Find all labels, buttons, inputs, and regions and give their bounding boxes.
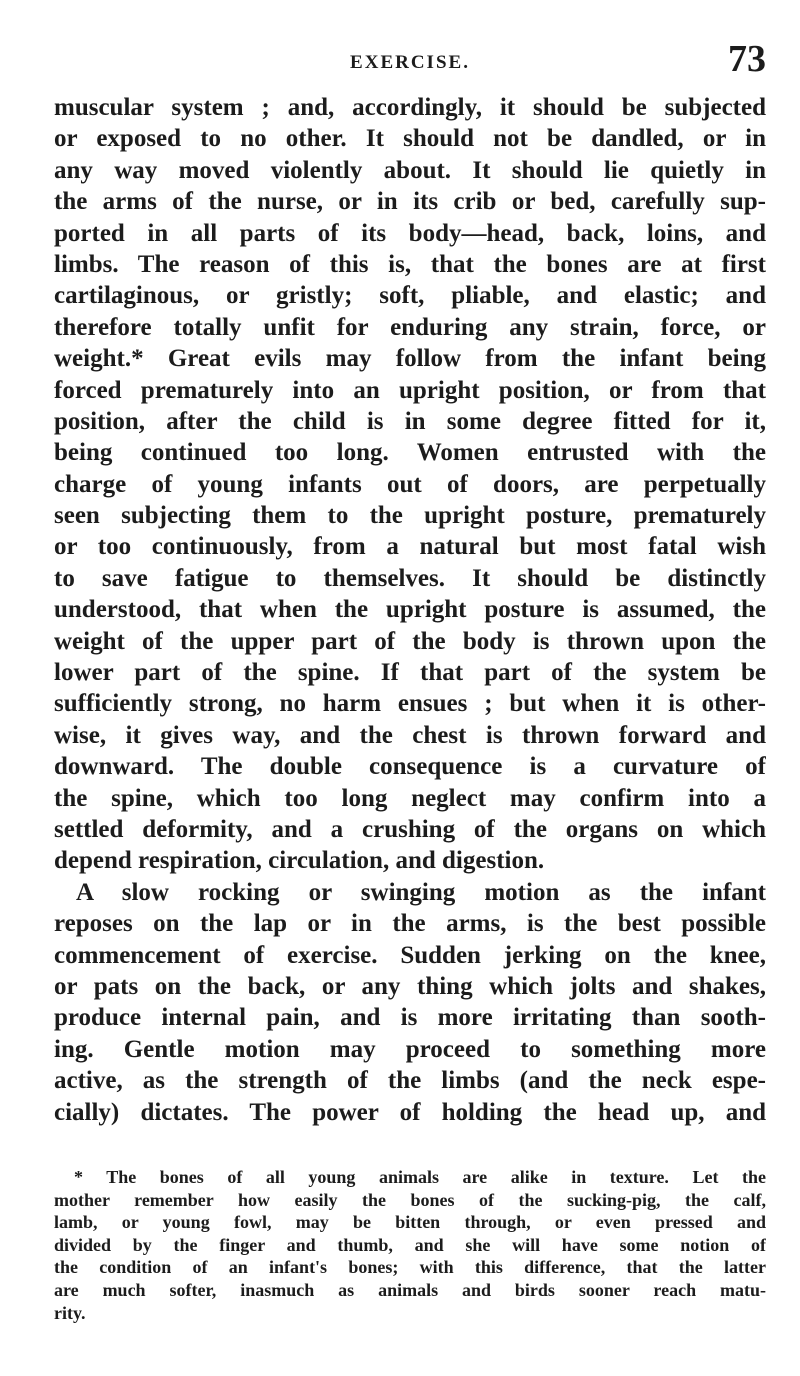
body-line: ing. Gentle motion may proceed to something more [54,1035,766,1063]
body-line: cially) dictates. The power of holding the head up, and [54,1098,766,1126]
body-line: to save fatigue to themselves. It should be distinctly [54,564,766,592]
body-line: understood, that when the upright posture is assumed, the [54,596,766,624]
body-line: limbs. The reason of this is, that the bones are at first [54,250,766,278]
footnote-line: rity. [54,1302,86,1323]
body-line: settled deformity, and a crushing of the organs on which [54,815,766,843]
body-line: cartilaginous, or gristly; soft, pliable, and elastic; and [54,282,766,310]
body-line: the spine, which too long neglect may confirm into a [54,784,766,812]
body-line: downward. The double consequence is a curvature of [54,753,766,781]
footnote-line: lamb, or young fowl, may be bitten through, or even pressed and [54,1212,766,1233]
body-line: or too continuously, from a natural but most fatal wish [54,533,766,561]
body-line: muscular system ; and, accordingly, it should be subjected [54,94,766,121]
body-line: commencement of exercise. Sudden jerking on the knee, [54,941,766,969]
body-line: weight of the upper part of the body is thrown upon the [54,627,766,655]
footnote-line: mother remember how easily the bones of the sucking-pig, the calf, [54,1189,766,1210]
body-line: ported in all parts of its body—head, back, loins, and [54,219,766,247]
body-line: A slow rocking or swinging motion as the infant [76,878,766,906]
body-line: produce internal pain, and is more irritating than sooth- [54,1004,766,1032]
body-line: or pats on the back, or any thing which jolts and shakes, [54,972,766,1000]
footnote [54,1166,766,1324]
body-line: the arms of the nurse, or in its crib or bed, carefully sup- [54,188,766,216]
footnote-line: the condition of an infant's bones; with this difference, that the latter [54,1257,766,1278]
footnote-line: * The bones of all young animals are alike in texture. Let the [74,1167,766,1187]
body-line: wise, it gives way, and the chest is thrown forward and [54,721,766,749]
running-title: EXERCISE. [350,52,470,73]
body-line: lower part of the spine. If that part of the system be [54,659,766,687]
footnote-line: divided by the finger and thumb, and she will have some notion of [54,1234,766,1255]
body-line: forced prematurely into an upright position, or from that [54,376,766,404]
footnote-line: are much softer, inasmuch as animals and birds sooner reach matu- [54,1279,766,1300]
body-line: therefore totally unfit for enduring any strain, force, or [54,313,766,341]
body-text [54,92,766,1128]
page-header [54,30,766,90]
body-line: seen subjecting them to the upright posture, prematurely [54,502,766,530]
body-line: position, after the child is in some degree fitted for it, [54,407,766,435]
page-number: 73 [728,38,766,80]
body-line: depend respiration, circulation, and digestion. [54,847,545,875]
body-line: being continued too long. Women entrusted with the [54,439,766,467]
body-line: sufficiently strong, no harm ensues ; but when it is other- [54,690,766,718]
body-line: reposes on the lap or in the arms, is the best possible [54,910,766,938]
body-line: charge of young infants out of doors, are perpetually [54,470,766,498]
body-line: or exposed to no other. It should not be dandled, or in [54,125,766,153]
body-line: any way moved violently about. It should lie quietly in [54,156,766,184]
body-line: weight.* Great evils may follow from the infant being [54,345,766,373]
body-line: active, as the strength of the limbs (and the neck espe- [54,1067,766,1095]
